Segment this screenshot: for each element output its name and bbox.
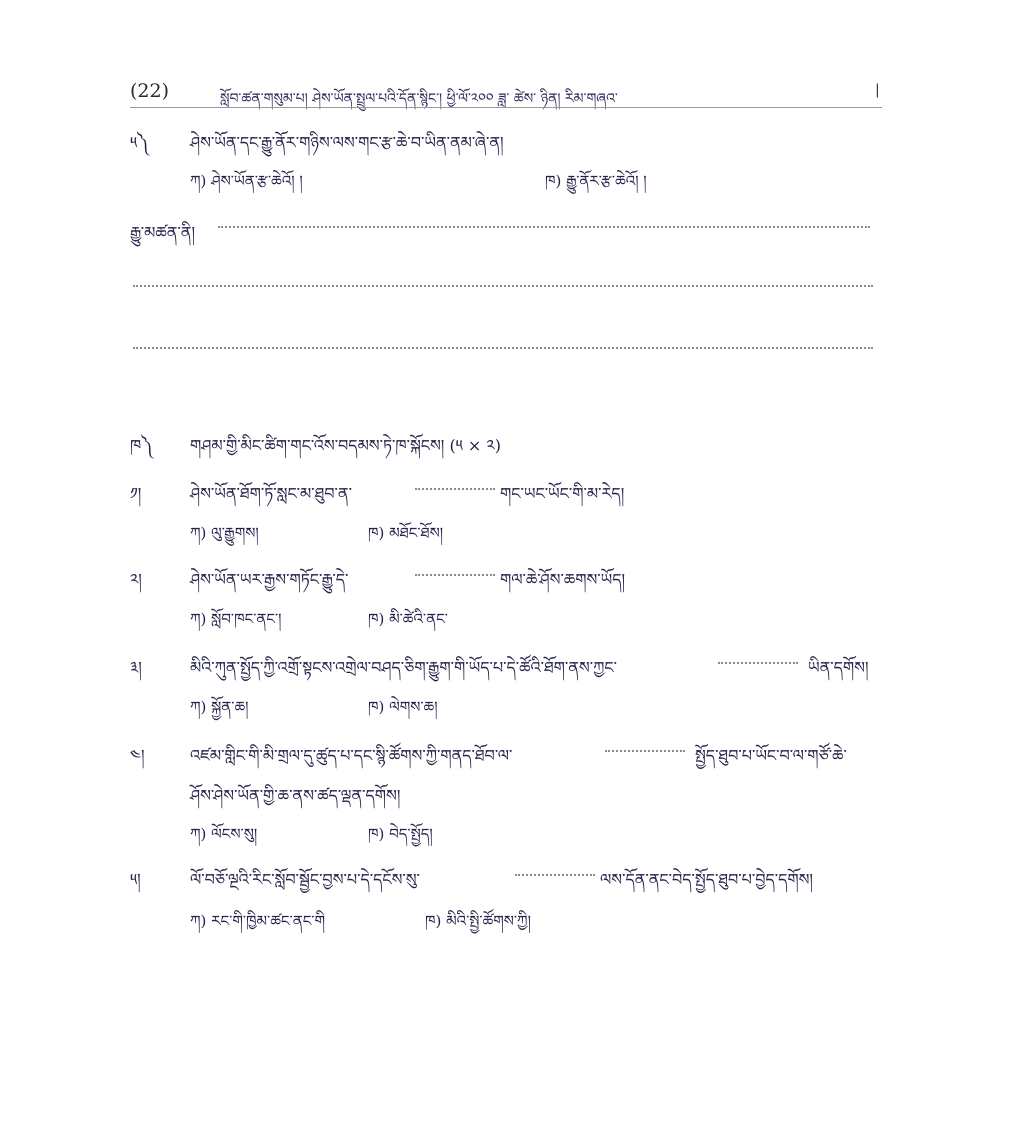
item2-text-before: ཤེས་ཡོན་ཡར་རྒྱས་གཏོང་རྒྱུ་དེ་ <box>190 570 349 589</box>
item1-text-before: ཤེས་ཡོན་ཐོག་ཏོ་སླང་མ་ཐུབ་ན་ <box>190 484 352 503</box>
header-rule <box>130 107 882 108</box>
item1-option-b: ཁ) མཐོང་ཐོས། <box>368 524 444 542</box>
item1-number: ༡། <box>130 484 142 503</box>
section5-option-a: ཀ) ཤེས་ཡོན་རྩ་ཆེའོ། ། <box>190 172 303 190</box>
sectionB-instruction: གཤམ་གྱི་མིང་ཚིག་གང་འོས་བདམས་ཏེ་ཁ་སྐོངས། (༥ × ༢) <box>190 436 501 455</box>
item4-option-a: ཀ) ལོངས་སུ། <box>190 825 258 843</box>
item5-option-a: ཀ) རང་གི་ཁྱིམ་ཚང་ནང་གི <box>190 912 326 930</box>
item3-text-before: མིའི་ཀུན་སྤྱོད་ཀྱི་འགྲོ་སྟངས་འགྲེལ་བཤད་ཅིག་རྒྱུག་གི་ཡོད་པ་དེ་ཚོའི་ཐོག་ནས་ཀྱང་ <box>190 658 617 677</box>
answer-line-2[interactable] <box>133 285 873 287</box>
section5-number: ༥༽ <box>130 133 149 152</box>
page-number: (22) <box>130 80 170 102</box>
item4-option-b: ཁ) བེད་སྤྱོད། <box>368 825 433 843</box>
item3-option-a: ཀ) སྐྱོན་ཆ། <box>190 698 249 716</box>
item2-option-b: ཁ) མི་ཚེའི་ནང་ <box>368 610 448 628</box>
item2-option-a: ཀ) སློབ་ཁང་ནང་། <box>190 610 282 628</box>
item3-option-b: ཁ) ལེགས་ཆ། <box>368 698 438 716</box>
item3-blank[interactable] <box>718 662 798 664</box>
item1-blank[interactable] <box>415 488 495 490</box>
item5-blank[interactable] <box>515 874 595 876</box>
header-title: སློབ་ཚན་གསུམ་པ། ཤེས་ཡོན་སྤྲུལ་པའི་དོན་སྙིང་། ཕྱི་ལོ་༢༠༠ ཟླ་ ཚེས་ ཉིན། རིམ་གཞའ་ <box>220 91 618 107</box>
answer-line-3[interactable] <box>133 347 873 349</box>
item4-blank[interactable] <box>605 750 685 752</box>
item2-blank[interactable] <box>415 574 495 576</box>
section5-question: ཤེས་ཡོན་དང་རྒྱུ་ནོར་གཉིས་ལས་གང་རྩ་ཆེ་བ་ཡིན་ནམ་ཞེ་ན། <box>190 133 504 152</box>
item2-number: ༢། <box>130 570 142 589</box>
answer-line-1[interactable] <box>218 226 870 228</box>
reason-label: རྒྱུ་མཚན་ནི། <box>130 223 196 242</box>
item1-text-after: གང་ཡང་ཡོང་གི་མ་རེད། <box>500 484 625 503</box>
item5-number: ༥། <box>130 870 141 889</box>
item4-number: ༤། <box>130 746 145 765</box>
item5-text-before: ལོ་བཅོ་ལྔའི་རིང་སློབ་སྦྱོང་བྱས་པ་དེ་དངོས་སུ་ <box>190 870 420 889</box>
item2-text-after: གལ་ཆེ་ཤོས་ཆགས་ཡོད། <box>500 570 626 589</box>
item4-text-after: སྤྱོད་ཐུབ་པ་ཡོང་བ་ལ་གཙོ་ཆེ་ <box>695 746 847 765</box>
item1-option-a: ཀ) ལུ་རྒྱུགས། <box>190 524 259 542</box>
item4-text-before: འཛམ་གླིང་གི་མི་གྲལ་དུ་ཚུད་པ་དང་སྙི་ཚོགས་ཀྱི་གནད་ཐོབ་ལ་ <box>190 746 513 765</box>
item5-option-b: ཁ) མིའི་སྤྱི་ཚོགས་ཀྱི། <box>425 912 531 930</box>
item5-text-after: ལས་དོན་ནང་བེད་སྤྱོད་ཐུབ་པ་བྱེད་དགོས། <box>600 870 813 889</box>
item3-text-after: ཡིན་དགོས། <box>808 658 869 677</box>
item4-text-line2: ཤོས་ཤེས་ཡོན་གྱི་ཆ་ནས་ཚད་ལྡན་དགོས། <box>190 786 401 805</box>
sectionB-number: ཁ༽ <box>130 436 153 455</box>
item3-number: ༣། <box>130 658 142 677</box>
header-right-mark: | <box>875 82 880 98</box>
section5-option-b: ཁ) རྒྱུ་ནོར་རྩ་ཆེའོ། ། <box>545 172 647 190</box>
